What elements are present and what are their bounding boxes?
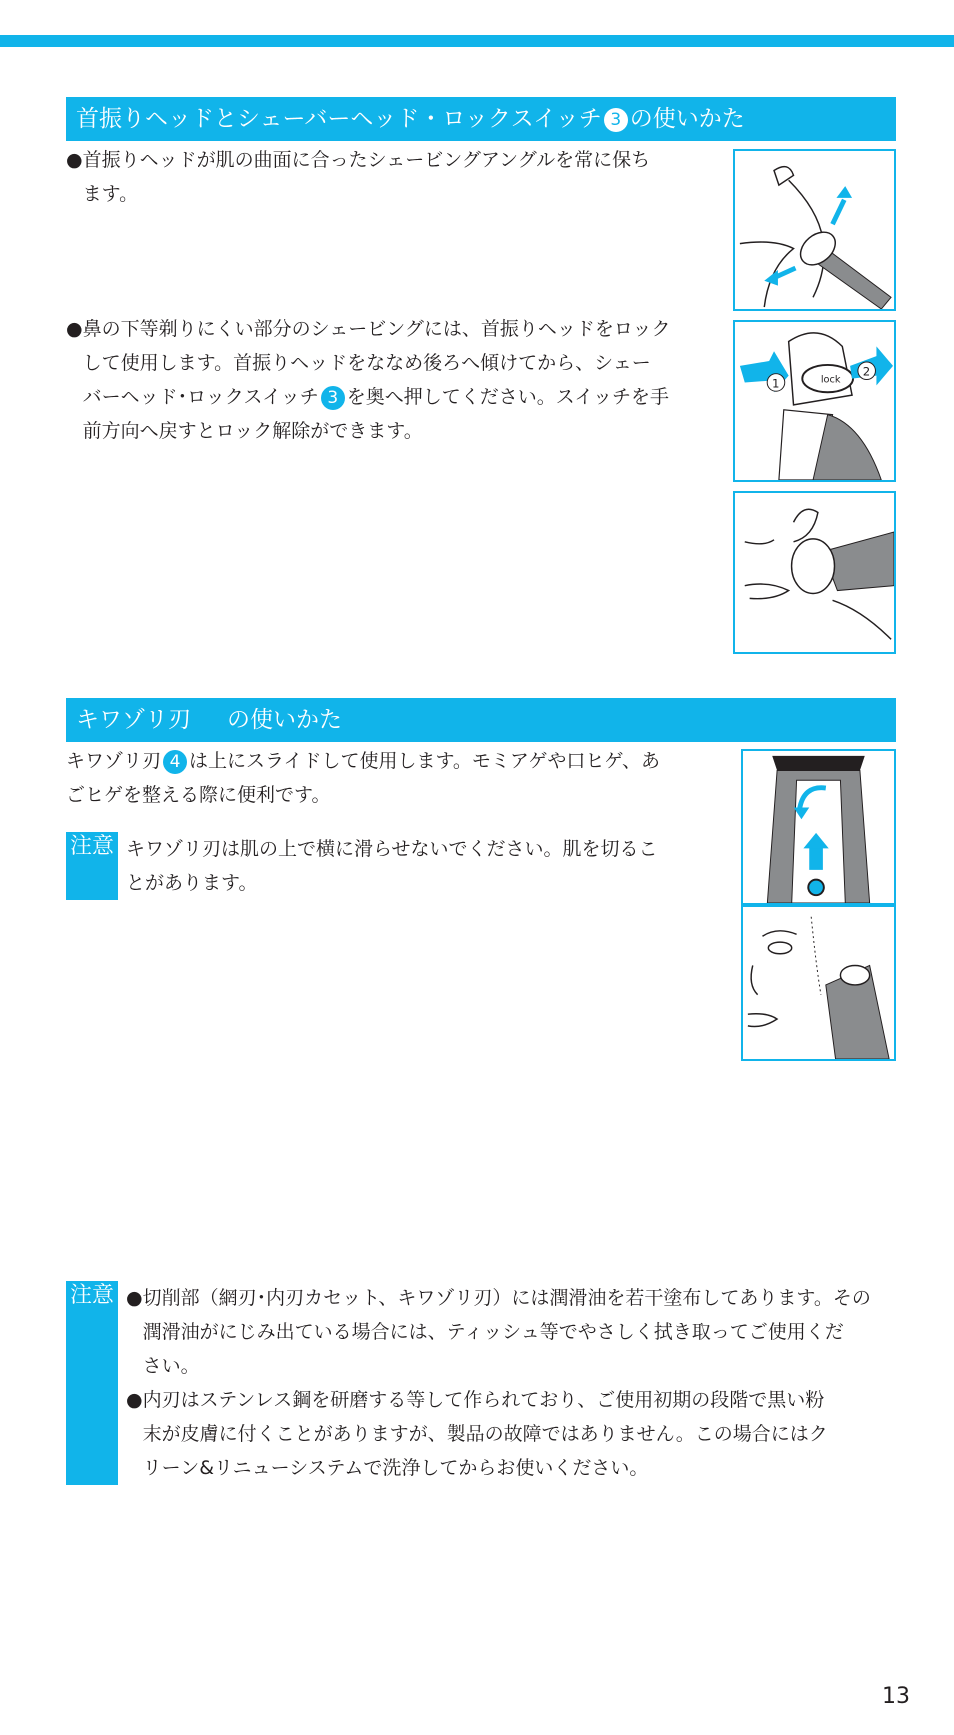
- caution-badge: 注意: [66, 832, 118, 900]
- text-line: 前方向へ戻すとロック解除ができます。: [82, 420, 423, 442]
- trimmer-caution: [66, 832, 706, 900]
- section-title-text: キワゾリ刃: [76, 707, 191, 733]
- caution-badge: 注意: [66, 1281, 118, 1485]
- bullet-icon: ●: [66, 149, 83, 171]
- text-line: して使用します。首振りヘッドをななめ後ろへ傾けてから、シェー: [82, 352, 651, 374]
- section-title-trimmer: [66, 698, 896, 742]
- text-line: 内刃はステンレス鋼を研磨する等して作られており、ご使用初期の段階で黒い粉: [142, 1389, 825, 1411]
- text-line: [66, 744, 706, 778]
- text-span: は上にスライドして使用します。モミアゲや口ヒゲ、あ: [189, 750, 661, 772]
- text-line: ます。: [82, 183, 139, 205]
- section-title-text-suffix: の使いかた: [227, 707, 342, 733]
- text-line: 首振りヘッドが肌の曲面に合ったシェービングアングルを常に保ち: [82, 149, 651, 171]
- number-badge: 3: [321, 386, 345, 410]
- bullet-icon: ●: [126, 1287, 143, 1309]
- text-line: さい。: [142, 1355, 200, 1377]
- illustration-trimmer-sideburn: [741, 905, 896, 1061]
- lock-label: lock: [820, 374, 841, 386]
- text-line: 鼻の下等剃りにくい部分のシェービングには、首振りヘッドをロック: [82, 318, 671, 340]
- illustration-pivot-head-face: [733, 149, 896, 311]
- general-caution: [66, 1281, 906, 1485]
- section-title-pivot-head: [66, 97, 896, 141]
- step-label-2: 2: [862, 364, 871, 379]
- trimmer-description: [66, 744, 706, 812]
- bullet-icon: ●: [126, 1389, 143, 1411]
- text-span: キワゾリ刃: [66, 750, 162, 772]
- number-badge: 3: [604, 108, 628, 132]
- text-line: ごヒゲを整える際に便利です。: [66, 784, 331, 806]
- page-number: 13: [882, 1684, 910, 1709]
- illustration-lock-switch: [733, 320, 896, 482]
- text-line: 末が皮膚に付くことがありますが、製品の故障ではありません。この場合にはク: [142, 1423, 828, 1445]
- text-span: を奥へ押してください。スイッチを手: [346, 386, 670, 408]
- section-title-text-suffix: の使いかた: [629, 106, 745, 132]
- text-line: [83, 380, 671, 414]
- illustration-under-nose: [733, 491, 896, 654]
- step-label-1: 1: [772, 376, 780, 391]
- text-line: 潤滑油がにじみ出ている場合には、ティッシュ等でやさしく拭き取ってご使用くだ: [142, 1321, 844, 1343]
- text-line: キワゾリ刃は肌の上で横に滑らせないでください。肌を切るこ: [126, 838, 658, 860]
- illustration-trimmer-slide: [741, 749, 896, 905]
- text-line: リーン&リニューシステムで洗浄してからお使いください。: [142, 1457, 649, 1479]
- number-badge: 4: [163, 750, 187, 774]
- text-line: 切削部（網刃･内刃カセット、キワゾリ刃）には潤滑油を若干塗布してあります。その: [142, 1287, 871, 1309]
- section-title-text: 首振りヘッドとシェーバーヘッド・ロックスイッチ: [76, 106, 602, 132]
- bullet-lock-switch: [66, 312, 706, 448]
- bullet-pivot-head: [66, 143, 706, 211]
- top-accent-bar: [0, 35, 954, 47]
- text-span: バーヘッド･ロックスイッチ: [82, 386, 319, 408]
- bullet-icon: ●: [66, 318, 83, 340]
- text-line: とがあります。: [126, 872, 258, 894]
